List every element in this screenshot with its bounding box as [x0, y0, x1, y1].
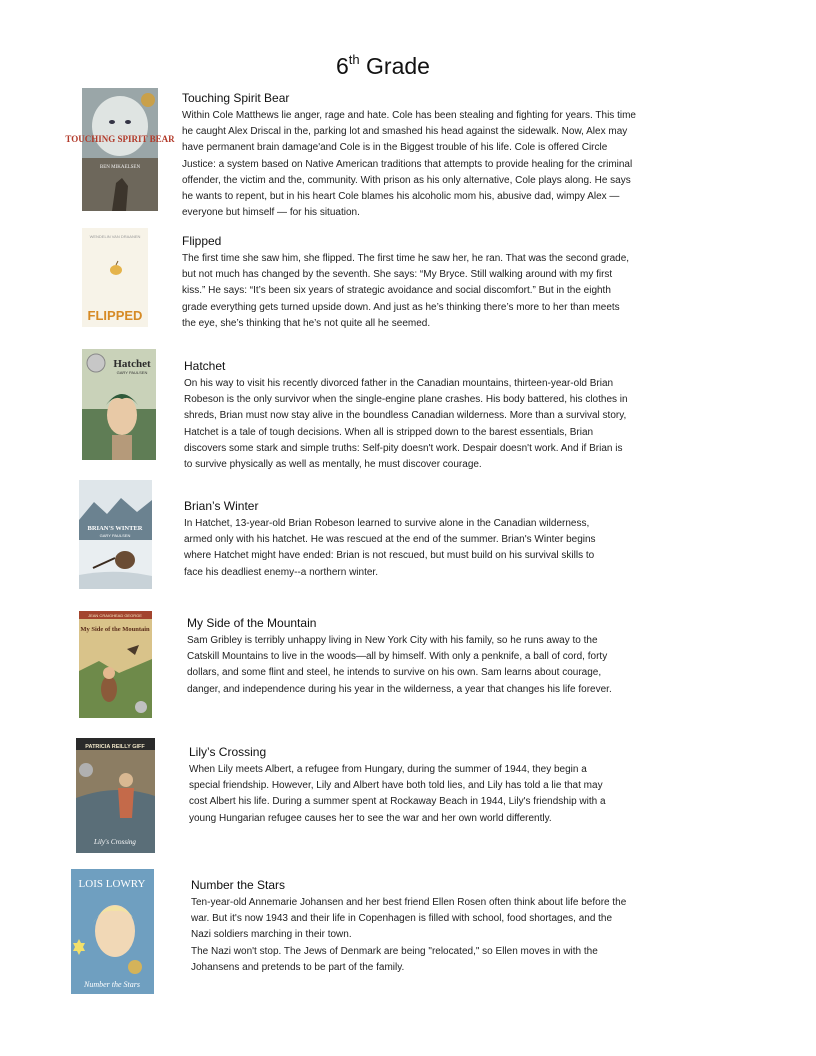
- page-title: 6th Grade: [336, 52, 430, 79]
- svg-text:My Side of the Mountain: My Side of the Mountain: [80, 626, 150, 633]
- svg-text:Hatchet: Hatchet: [113, 358, 151, 370]
- book-description: Within Cole Matthews lie anger, rage and hate. Cole has been stealing and fighting for years. This time he caught Alex Driscal in the, parking lot and smashed his head against the sidewalk. Now, Alex may have permanent brain damage'and Cole is in the Biggest trouble of his life. Cole is offered Circle Justice: a system based on Native American traditions that attempts to provide healing for the criminal offender, the victim and the, community. With prison as his only alternative, Cole plays along. He says he wants to repent, but in his heart Cole blames his alcoholic mom his, abusive dad, wimpy Alex — everyone but himself — for his situation.: [182, 110, 636, 219]
- book-entry-hatchet: [184, 359, 764, 473]
- book-entry-lilys-crossing: [189, 745, 769, 827]
- book-entry-touching-spirit-bear: [182, 91, 762, 221]
- book-description: In Hatchet, 13-year-old Brian Robeson learned to survive alone in the Canadian wilderness, armed only with his hatchet. He was rescued at the end of the summer. Brian's Winter begins where Hatchet might have ended: Brian is not rescued, but must build on his survival skills to face his deadliest enemy--a northern winter.: [184, 518, 596, 578]
- book-cover-touching-spirit-bear: [65, 88, 175, 211]
- book-title: Hatchet: [184, 359, 226, 373]
- svg-text:FLIPPED: FLIPPED: [87, 308, 143, 323]
- book-title: Brian’s Winter: [184, 499, 259, 513]
- book-cover-number-the-stars: [71, 869, 154, 994]
- book-entry-flipped: [182, 234, 762, 332]
- svg-text:TOUCHING SPIRIT BEAR: TOUCHING SPIRIT BEAR: [65, 134, 175, 144]
- book-title: Number the Stars: [191, 878, 286, 892]
- svg-text:WENDELIN VAN DRAANEN: WENDELIN VAN DRAANEN: [89, 234, 141, 239]
- book-cover-brians-winter: [79, 480, 152, 589]
- book-entry-brians-winter: [184, 499, 764, 581]
- book-title: Flipped: [182, 234, 222, 248]
- book-cover-hatchet: [82, 349, 156, 460]
- book-cover-my-side-of-the-mountain: [79, 611, 152, 718]
- svg-text:GARY PAULSEN: GARY PAULSEN: [116, 370, 148, 375]
- book-description: Sam Gribley is terribly unhappy living in New York City with his family, so he runs away to the Catskill Mountains to live in the woods—all by himself. With only a penknife, a ball of cord, forty dollars, and some flint and steel, he intends to survive on his own. Sam learns about courage, danger, and independence during his year in the wilderness, a year that changes his life forever.: [187, 635, 612, 695]
- svg-text:JEAN CRAIGHEAD GEORGE: JEAN CRAIGHEAD GEORGE: [88, 613, 142, 618]
- book-title: Lily’s Crossing: [189, 745, 267, 759]
- svg-text:BEN MIKAELSEN: BEN MIKAELSEN: [99, 165, 141, 170]
- book-description: Ten-year-old Annemarie Johansen and her best friend Ellen Rosen often think about life before the war. But it's now 1943 and their life in Copenhagen is filled with school, food shortages, and the Nazi soldiers marching in their town. The Nazi won't stop. The Jews of Denmark are being "relocated," so Ellen moves in with the Johansens and pretends to be part of the family.: [191, 897, 627, 973]
- book-entry-number-the-stars: [191, 878, 771, 976]
- book-entry-my-side-of-the-mountain: [187, 616, 767, 698]
- svg-text:LOIS LOWRY: LOIS LOWRY: [78, 878, 146, 890]
- book-title: Touching Spirit Bear: [182, 91, 290, 105]
- book-cover-flipped: [82, 228, 148, 327]
- svg-text:Lily's Crossing: Lily's Crossing: [94, 838, 136, 846]
- book-description: On his way to visit his recently divorced father in the Canadian mountains, thirteen-year-old Brian Robeson is the only survivor when the single-engine plane crashes. His body battered, his clothes in shreds, Brian must now stay alive in the boundless Canadian wilderness. More than a survival story, Hatchet is a tale of tough decisions. When all is stripped down to the barest essentials, Brian discovers some stark and simple truths: Self-pity doesn't work. Despair doesn't work. And if Brian is to survive physically as well as mentally, he must discover courage.: [184, 378, 628, 471]
- book-description: The first time she saw him, she flipped. The first time he saw her, he ran. That was the second grade, but not much has changed by the seventh. She says: “My Bryce. Still walking around with my first kiss.” He says: “It’s been six years of strategic avoidance and social discomfort.” But in the eighth grade everything gets turned upside down. And just as he’s thinking there’s more to her than meets the eye, she’s thinking that he’s not quite all he seemed.: [182, 253, 630, 329]
- svg-text:Number the Stars: Number the Stars: [84, 980, 140, 989]
- book-description: When Lily meets Albert, a refugee from Hungary, during the summer of 1944, they begin a special friendship. However, Lily and Albert have both told lies, and Lily has told a lie that may cost Albert his life. During a summer spent at Rockaway Beach in 1944, Lily's friendship with a young Hungarian refugee causes her to see the war and her own world differently.: [189, 764, 606, 824]
- svg-text:BRIAN'S WINTER: BRIAN'S WINTER: [87, 525, 143, 532]
- book-title: My Side of the Mountain: [187, 616, 317, 630]
- svg-text:PATRICIA REILLY GIFF: PATRICIA REILLY GIFF: [85, 744, 145, 750]
- book-cover-lilys-crossing: [76, 738, 155, 853]
- svg-text:GARY PAULSEN: GARY PAULSEN: [99, 533, 131, 538]
